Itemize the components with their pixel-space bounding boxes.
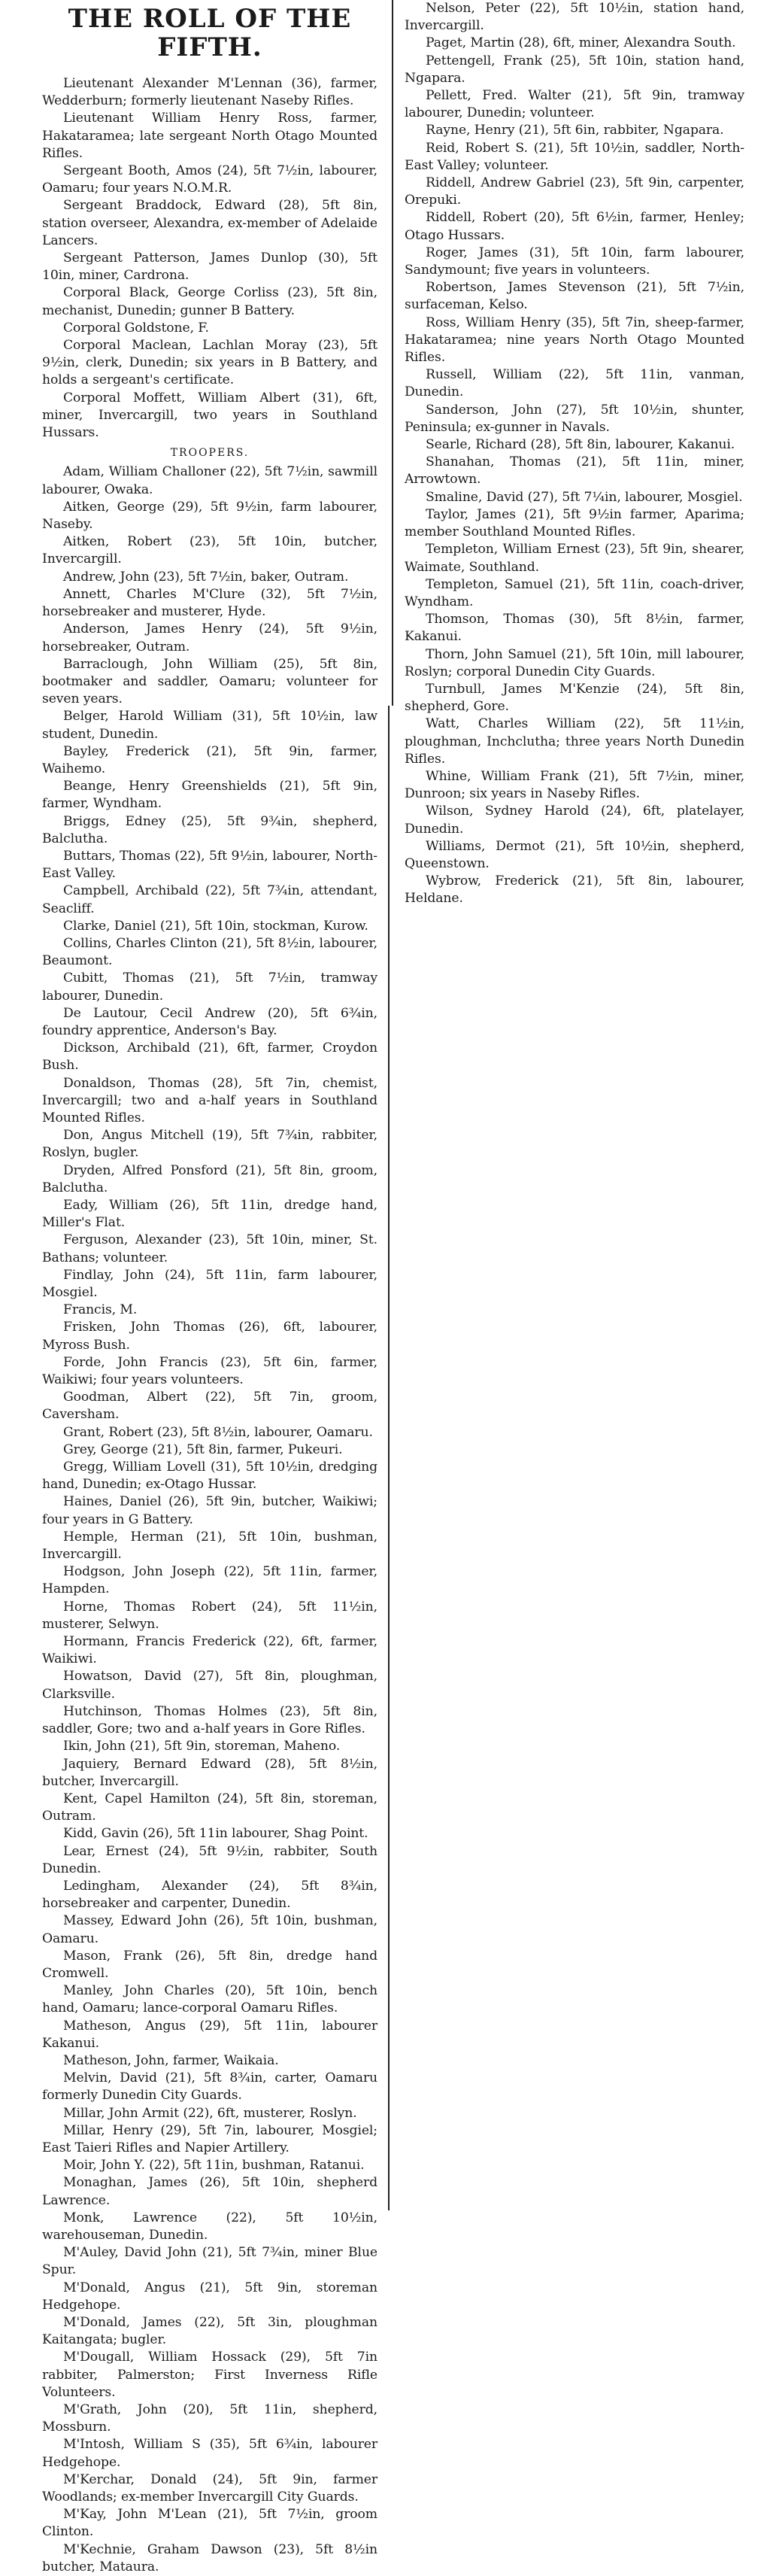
roll-entry: Massey, Edward John (26), 5ft 10in, bushman, Oamaru. xyxy=(42,1913,377,1946)
roll-entry: Sergeant Braddock, Edward (28), 5ft 8in, station overseer, Alexandra, ex-member of Adelaide Lancers. xyxy=(42,198,377,248)
roll-entry: M'Donald, Angus (21), 5ft 9in, storeman Hedgehope. xyxy=(42,2280,377,2313)
roll-entry: Thomson, Thomas (30), 5ft 8½in, farmer, Kakanui. xyxy=(405,612,744,645)
roll-entry: Andrew, John (23), 5ft 7½in, baker, Outram. xyxy=(63,569,349,585)
roll-entry: Forde, John Francis (23), 5ft 6in, farmer, Waikiwi; four years volunteers. xyxy=(42,1354,377,1388)
roll-entry: Sergeant Patterson, James Dunlop (30), 5ft 10in, miner, Cardrona. xyxy=(42,251,377,284)
roll-entry: Monaghan, James (26), 5ft 10in, shepherd Lawrence. xyxy=(42,2175,377,2208)
roll-entry: Moir, John Y. (22), 5ft 11in, bushman, Ratanui. xyxy=(63,2158,365,2174)
roll-entry: Melvin, David (21), 5ft 8¾in, carter, Oamaru formerly Dunedin City Guards. xyxy=(42,2070,377,2104)
roll-entry: Annett, Charles M'Clure (32), 5ft 7½in, horsebreaker and musterer, Hyde. xyxy=(42,586,377,620)
roll-entry: Manley, John Charles (20), 5ft 10in, bench hand, Oamaru; lance-corporal Oamaru Rifles. xyxy=(42,1983,377,2016)
left-column xyxy=(42,0,377,2576)
roll-entry: Francis, M. xyxy=(63,1302,138,1318)
roll-entry: Anderson, James Henry (24), 5ft 9½in, horsebreaker, Outram. xyxy=(42,621,377,655)
roll-entry: M'Kechnie, Graham Dawson (23), 5ft 8½in butcher, Mataura. xyxy=(42,2541,377,2574)
roll-entry: Beange, Henry Greenshields (21), 5ft 9in, farmer, Wyndham. xyxy=(42,779,377,812)
roll-entry: Paget, Martin (28), 6ft, miner, Alexandra South. xyxy=(426,35,736,51)
roll-entry: Searle, Richard (28), 5ft 8in, labourer, Kakanui. xyxy=(426,437,735,453)
roll-entry: Jaquiery, Bernard Edward (28), 5ft 8½in, butcher, Invercargill. xyxy=(42,1756,377,1789)
roll-entry: Grant, Robert (23), 5ft 8½in, labourer, Oamaru. xyxy=(63,1424,373,1440)
roll-entry: Don, Angus Mitchell (19), 5ft 7¾in, rabbiter, Roslyn, bugler. xyxy=(42,1128,377,1161)
roll-entry: Cubitt, Thomas (21), 5ft 7½in, tramway labourer, Dunedin. xyxy=(42,971,377,1004)
roll-entry: Ross, William Henry (35), 5ft 7in, sheep-farmer, Hakataramea; nine years North Otago Mounted Rifles. xyxy=(405,314,744,366)
roll-entry: Millar, Henry (29), 5ft 7in, labourer, Mosgiel; East Taieri Rifles and Napier Artillery. xyxy=(42,2122,377,2155)
roll-entry: Kidd, Gavin (26), 5ft 11in labourer, Shag Point. xyxy=(63,1826,368,1842)
roll-entry: Sanderson, John (27), 5ft 10½in, shunter, Peninsula; ex-gunner in Navals. xyxy=(405,402,744,435)
roll-entry: Collins, Charles Clinton (21), 5ft 8½in, labourer, Beaumont. xyxy=(42,935,377,969)
roll-entry: M'Dougall, William Hossack (29), 5ft 7in rabbiter, Palmerston; First Inverness Rifle Volunteers. xyxy=(42,2350,377,2400)
roll-entry: Clarke, Daniel (21), 5ft 10in, stockman, Kurow. xyxy=(63,918,368,934)
roll-entry: Rayne, Henry (21), 5ft 6in, rabbiter, Ngapara. xyxy=(426,123,724,138)
roll-entry: Mason, Frank (26), 5ft 8in, dredge hand Cromwell. xyxy=(42,1948,377,1981)
column-rule-top xyxy=(392,0,393,706)
roll-entry: Lieutenant William Henry Ross, farmer, Hakataramea; late sergeant North Otago Mounted Rifles. xyxy=(42,111,377,161)
roll-entry: Kent, Capel Hamilton (24), 5ft 8in, storeman, Outram. xyxy=(42,1791,377,1824)
roll-entry: Reid, Robert S. (21), 5ft 10½in, saddler, North-East Valley; volunteer. xyxy=(405,140,744,173)
roll-entry: Taylor, James (21), 5ft 9½in farmer, Aparima; member Southland Mounted Rifles. xyxy=(405,506,744,540)
roll-entry: Corporal Moffett, William Albert (31), 6ft, miner, Invercargill, two years in Southland Hussars. xyxy=(42,390,377,441)
roll-entry: Hemple, Herman (21), 5ft 10in, bushman, Invercargill. xyxy=(42,1529,377,1563)
roll-entry: Donaldson, Thomas (28), 5ft 7in, chemist, Invercargill; two and a-half years in Southland Mounted Rifles. xyxy=(42,1075,377,1125)
roll-entry: Findlay, John (24), 5ft 11in, farm labourer, Mosgiel. xyxy=(42,1267,377,1301)
roll-entry: Monk, Lawrence (22), 5ft 10½in, warehouseman, Dunedin. xyxy=(42,2210,377,2243)
roll-entry: Smaline, David (27), 5ft 7¼in, labourer, Mosgiel. xyxy=(426,489,743,505)
roll-entry: Robertson, James Stevenson (21), 5ft 7½in, surfaceman, Kelso. xyxy=(405,280,744,313)
roll-entry: Corporal Maclean, Lachlan Moray (23), 5ft 9½in, clerk, Dunedin; six years in B Battery, and holds a sergeant's certificate. xyxy=(42,338,377,388)
roll-entry: Horne, Thomas Robert (24), 5ft 11½in, musterer, Selwyn. xyxy=(42,1599,377,1632)
roll-entry: Adam, William Challoner (22), 5ft 7½in, sawmill labourer, Owaka. xyxy=(42,464,377,497)
roll-entry: Riddell, Andrew Gabriel (23), 5ft 9in, carpenter, Orepuki. xyxy=(405,175,744,208)
roll-entry: Gregg, William Lovell (31), 5ft 10½in, dredging hand, Dunedin; ex-Otago Hussar. xyxy=(42,1460,377,1493)
roll-entry: Matheson, Angus (29), 5ft 11in, labourer Kakanui. xyxy=(42,2018,377,2051)
roll-entry: Watt, Charles William (22), 5ft 11½in, ploughman, Inchclutha; three years North Dunedin Rifles. xyxy=(405,716,744,767)
roll-entry: Hormann, Francis Frederick (22), 6ft, farmer, Waikiwi. xyxy=(42,1634,377,1667)
roll-entry: Howatson, David (27), 5ft 8in, ploughman, Clarksville. xyxy=(42,1669,377,1702)
roll-entry: Goodman, Albert (22), 5ft 7in, groom, Caversham. xyxy=(42,1390,377,1423)
roll-entry: M'Kay, John M'Lean (21), 5ft 7½in, groom Clinton. xyxy=(42,2507,377,2540)
roll-entry: Barraclough, John William (25), 5ft 8in, bootmaker and saddler, Oamaru; volunteer for seven years. xyxy=(42,656,377,707)
roll-entry: Haines, Daniel (26), 5ft 9in, butcher, Waikiwi; four years in G Battery. xyxy=(42,1494,377,1527)
roll-entry: Briggs, Edney (25), 5ft 9¾in, shepherd, Balclutha. xyxy=(42,813,377,846)
roll-entry: Templeton, William Ernest (23), 5ft 9in, shearer, Waimate, Southland. xyxy=(405,542,744,575)
roll-entry: Lear, Ernest (24), 5ft 9½in, rabbiter, South Dunedin. xyxy=(42,1843,377,1876)
roll-entry: M'Kerchar, Donald (24), 5ft 9in, farmer Woodlands; ex-member Invercargill City Guards. xyxy=(42,2471,377,2505)
roll-entry: Hutchinson, Thomas Holmes (23), 5ft 8in, saddler, Gore; two and a-half years in Gore Rifles. xyxy=(42,1703,377,1737)
roll-entry: Belger, Harold William (31), 5ft 10½in, law student, Dunedin. xyxy=(42,709,377,742)
roll-entry: M'Donald, James (22), 5ft 3in, ploughman Kaitangata; bugler. xyxy=(42,2315,377,2348)
roll-entry: Lieutenant Alexander M'Lennan (36), farmer, Wedderburn; formerly lieutenant Naseby Rifles. xyxy=(42,76,377,109)
article-title: THE ROLL OF THE FIFTH. xyxy=(68,4,352,62)
roll-entry: Matheson, John, farmer, Waikaia. xyxy=(63,2052,279,2068)
roll-entry: Ikin, John (21), 5ft 9in, storeman, Maheno. xyxy=(63,1739,341,1754)
troopers-heading: TROOPERS. xyxy=(170,447,250,460)
roll-entry: Buttars, Thomas (22), 5ft 9½in, labourer, North-East Valley. xyxy=(42,848,377,882)
right-column xyxy=(405,0,744,908)
roll-entry: Sergeant Booth, Amos (24), 5ft 7½in, labourer, Oamaru; four years N.O.M.R. xyxy=(42,163,377,196)
roll-entry: Ferguson, Alexander (23), 5ft 10in, miner, St. Bathans; volunteer. xyxy=(42,1232,377,1265)
roll-entry: Roger, James (31), 5ft 10in, farm labourer, Sandymount; five years in volunteers. xyxy=(405,245,744,278)
roll-entry: Aitken, George (29), 5ft 9½in, farm labourer, Naseby. xyxy=(42,499,377,533)
roll-entry: Nelson, Peter (22), 5ft 10½in, station hand, Invercargill. xyxy=(405,1,744,34)
roll-entry: Wybrow, Frederick (21), 5ft 8in, labourer, Heldane. xyxy=(405,873,744,907)
officers-list xyxy=(42,75,377,442)
roll-entry: Shanahan, Thomas (21), 5ft 11in, miner, Arrowtown. xyxy=(405,454,744,488)
roll-entry: Grey, George (21), 5ft 8in, farmer, Pukeuri. xyxy=(63,1441,343,1457)
roll-entry: Millar, John Armit (22), 6ft, musterer, Roslyn. xyxy=(63,2105,357,2121)
roll-entry: Turnbull, James M'Kenzie (24), 5ft 8in, shepherd, Gore. xyxy=(405,681,744,715)
roll-entry: Thorn, John Samuel (21), 5ft 10in, mill labourer, Roslyn; corporal Dunedin City Guards. xyxy=(405,646,744,679)
roll-entry: Dickson, Archibald (21), 6ft, farmer, Croydon Bush. xyxy=(42,1040,377,1074)
roll-entry: M'Intosh, William S (35), 5ft 6¾in, labourer Hedgehope. xyxy=(42,2437,377,2470)
roll-entry: De Lautour, Cecil Andrew (20), 5ft 6¾in, foundry apprentice, Anderson's Bay. xyxy=(42,1005,377,1038)
roll-entry: M'Grath, John (20), 5ft 11in, shepherd, Mossburn. xyxy=(42,2402,377,2435)
roll-entry: Corporal Goldstone, F. xyxy=(63,320,209,336)
roll-entry: Campbell, Archibald (22), 5ft 7¾in, attendant, Seacliff. xyxy=(42,883,377,916)
roll-entry: Templeton, Samuel (21), 5ft 11in, coach-driver, Wyndham. xyxy=(405,576,744,609)
roll-entry: Eady, William (26), 5ft 11in, dredge hand, Miller's Flat. xyxy=(42,1198,377,1231)
roll-entry: Ledingham, Alexander (24), 5ft 8¾in, horsebreaker and carpenter, Dunedin. xyxy=(42,1878,377,1912)
roll-entry: Wilson, Sydney Harold (24), 6ft, platelayer, Dunedin. xyxy=(405,803,744,837)
roll-entry: Corporal Black, George Corliss (23), 5ft 8in, mechanist, Dunedin; gunner B Battery. xyxy=(42,285,377,318)
roll-entry: M'Auley, David John (21), 5ft 7¾in, miner Blue Spur. xyxy=(42,2245,377,2278)
roll-entry: Williams, Dermot (21), 5ft 10½in, shepherd, Queenstown. xyxy=(405,838,744,871)
roll-entry: Russell, William (22), 5ft 11in, vanman, Dunedin. xyxy=(405,367,744,400)
roll-entry: Bayley, Frederick (21), 5ft 9in, farmer, Waihemo. xyxy=(42,743,377,776)
troopers-list-continued xyxy=(405,0,744,908)
roll-entry: Riddell, Robert (20), 5ft 6½in, farmer, Henley; Otago Hussars. xyxy=(405,210,744,243)
column-rule xyxy=(388,706,390,2210)
roll-entry: Frisken, John Thomas (26), 6ft, labourer, Myross Bush. xyxy=(42,1320,377,1353)
roll-entry: Pettengell, Frank (25), 5ft 10in, station hand, Ngapara. xyxy=(405,53,744,86)
roll-entry: Pellett, Fred. Walter (21), 5ft 9in, tramway labourer, Dunedin; volunteer. xyxy=(405,88,744,121)
roll-entry: Dryden, Alfred Ponsford (21), 5ft 8in, groom, Balclutha. xyxy=(42,1162,377,1195)
troopers-list xyxy=(42,463,377,2576)
roll-entry: Aitken, Robert (23), 5ft 10in, butcher, Invercargill. xyxy=(42,534,377,567)
roll-entry: Hodgson, John Joseph (22), 5ft 11in, farmer, Hampden. xyxy=(42,1564,377,1597)
roll-entry: Whine, William Frank (21), 5ft 7½in, miner, Dunroon; six years in Naseby Rifles. xyxy=(405,768,744,802)
